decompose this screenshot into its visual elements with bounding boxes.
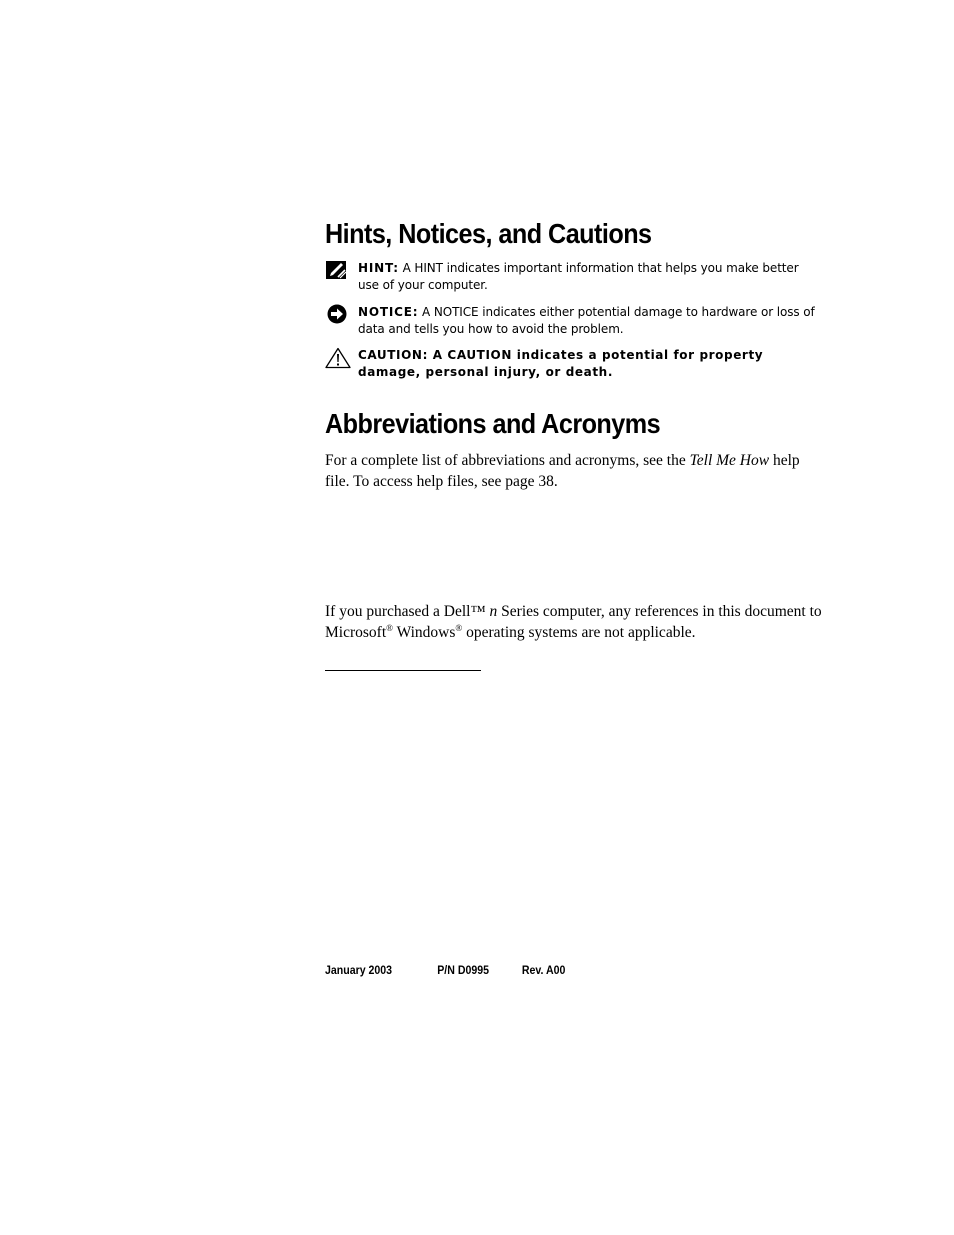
hints-section-title: Hints, Notices, and Cautions — [325, 218, 652, 249]
caution-label: CAUTION: — [358, 348, 428, 362]
warning-triangle-icon — [325, 347, 349, 369]
series-note-part4: operating systems are not applicable. — [462, 624, 696, 641]
notice-label: NOTICE: — [358, 305, 419, 319]
notice-note — [325, 304, 815, 338]
abbreviations-section-title: Abbreviations and Acronyms — [325, 408, 661, 439]
divider-rule — [325, 670, 481, 671]
tell-me-how-title: Tell Me How — [689, 452, 770, 469]
hint-note — [325, 260, 815, 294]
footer-date: January 2003 — [325, 965, 393, 977]
series-note-paragraph — [325, 601, 825, 643]
registered-mark: ® — [455, 623, 463, 633]
series-note-part3: Windows — [392, 624, 456, 641]
abbreviations-paragraph — [325, 450, 825, 492]
notice-text: A NOTICE indicates either potential damage to hardware or loss of data and tells you how to avoid the problem. — [358, 305, 815, 336]
caution-text: A CAUTION indicates a potential for property damage, personal injury, or death. — [358, 348, 764, 379]
registered-mark: ® — [386, 623, 393, 633]
hint-text: A HINT indicates important information that helps you make better use of your computer. — [358, 261, 799, 292]
series-note-part2: Series computer, any references in this document to Microsoft — [325, 603, 822, 641]
footer-revision: Rev. A00 — [521, 965, 566, 977]
pencil-note-icon — [325, 260, 349, 282]
hint-label: HINT: — [358, 261, 399, 275]
series-note-italic: n — [489, 603, 498, 620]
abbreviations-text-before: For a complete list of abbreviations and acronyms, see the — [325, 452, 690, 469]
abbreviations-text-after: help file. To access help files, see page 38. — [325, 452, 800, 490]
series-note-part1: If you purchased a Dell™ — [325, 603, 490, 620]
arrow-circle-icon — [325, 304, 349, 326]
footer-part-number: P/N D0995 — [437, 965, 490, 977]
caution-note — [325, 347, 815, 381]
